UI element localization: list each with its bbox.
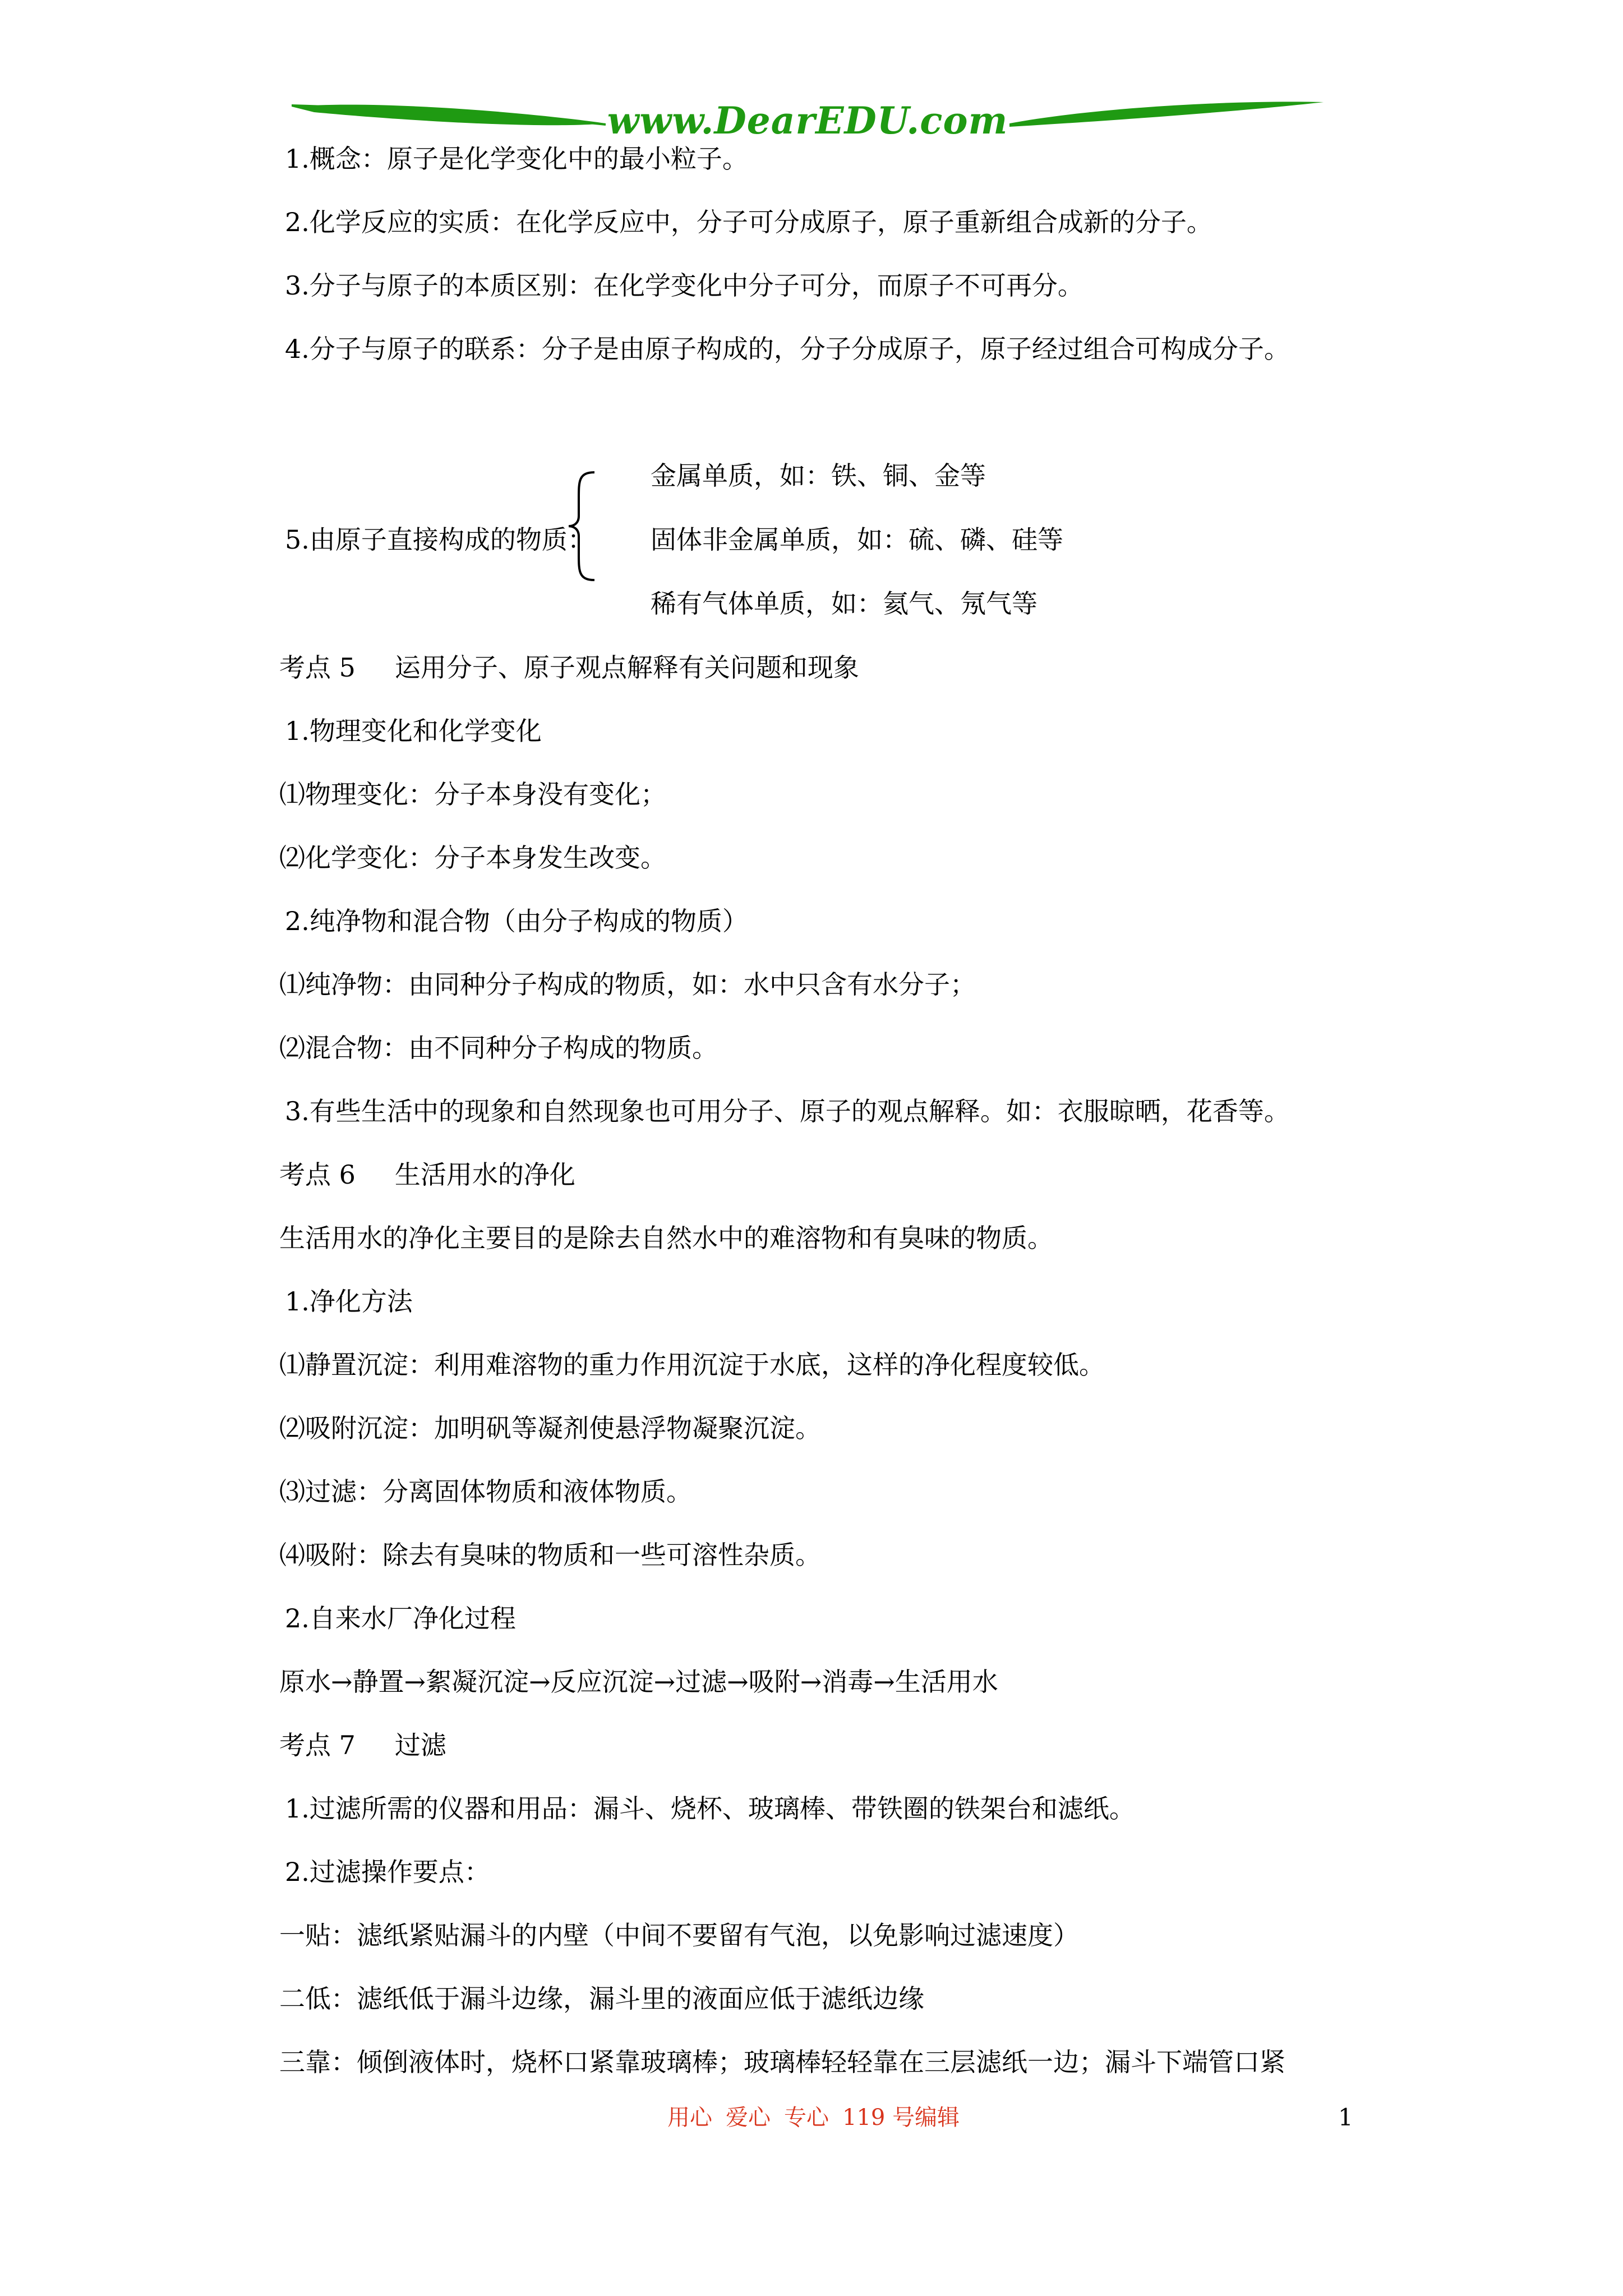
footer-part: 爱心 <box>726 2105 771 2131</box>
text-line: ⑵吸附沉淀：加明矾等凝剂使悬浮物凝聚沉淀。 <box>279 1413 821 1443</box>
brace-label: 5.由原子直接构成的物质： <box>285 524 593 555</box>
curly-brace-icon <box>566 470 600 582</box>
page-number: 1 <box>1338 2104 1353 2131</box>
section-title: 生活用水的净化 <box>394 1159 575 1190</box>
text-line: ⑵混合物：由不同种分子构成的物质。 <box>279 1033 718 1063</box>
text-line: 2.化学反应的实质：在化学反应中，分子可分成原子，原子重新组合成新的分子。 <box>285 207 1212 237</box>
text-line: ⑴物理变化：分子本身没有变化； <box>279 779 666 809</box>
text-line: ⑴纯净物：由同种分子构成的物质，如：水中只含有水分子； <box>279 969 976 1000</box>
text-line: 2.纯净物和混合物（由分子构成的物质） <box>285 906 748 936</box>
section-title: 运用分子、原子观点解释有关问题和现象 <box>394 652 859 683</box>
text-line: ⑷吸附：除去有臭味的物质和一些可溶性杂质。 <box>279 1540 821 1570</box>
text-line: 4.分子与原子的联系：分子是由原子构成的，分子分成原子，原子经过组合可构成分子。 <box>285 334 1290 364</box>
footer-text <box>667 2104 973 2132</box>
footer-part: 119 号编辑 <box>842 2105 960 2131</box>
text-line: ⑶过滤：分离固体物质和液体物质。 <box>279 1476 692 1507</box>
text-line: 2.自来水厂净化过程 <box>285 1603 516 1634</box>
section-label: 考点 5 <box>279 652 356 683</box>
header-logo <box>292 95 1324 146</box>
section-title: 过滤 <box>394 1730 446 1760</box>
text-line: ⑵化学变化：分子本身发生改变。 <box>279 843 666 873</box>
text-line: 3.分子与原子的本质区别：在化学变化中分子可分，而原子不可再分。 <box>285 270 1083 301</box>
text-line: 1.概念：原子是化学变化中的最小粒子。 <box>285 144 748 174</box>
section-label: 考点 6 <box>279 1159 356 1190</box>
section-heading <box>279 1158 575 1191</box>
brace-item: 固体非金属单质，如：硫、磷、硅等 <box>651 524 1063 555</box>
text-line: 1.净化方法 <box>285 1286 413 1317</box>
brace-item: 金属单质，如：铁、铜、金等 <box>651 461 986 491</box>
text-line: 1.物理变化和化学变化 <box>285 716 542 746</box>
logo-text: www.DearEDU.com <box>607 99 1008 142</box>
text-line: 3.有些生活中的现象和自然现象也可用分子、原子的观点解释。如：衣服晾晒，花香等。 <box>285 1096 1290 1126</box>
text-line: 2.过滤操作要点： <box>285 1857 490 1887</box>
section-label: 考点 7 <box>279 1730 356 1760</box>
text-line: 三靠：倾倒液体时，烧杯口紧靠玻璃棒；玻璃棒轻轻靠在三层滤纸一边；漏斗下端管口紧 <box>279 2047 1285 2077</box>
text-line: 原水→静置→絮凝沉淀→反应沉淀→过滤→吸附→消毒→生活用水 <box>279 1667 998 1697</box>
text-line: ⑴静置沉淀：利用难溶物的重力作用沉淀于水底，这样的净化程度较低。 <box>279 1350 1105 1380</box>
footer-part: 专心 <box>784 2105 829 2131</box>
text-line: 二低：滤纸低于漏斗边缘，漏斗里的液面应低于滤纸边缘 <box>279 1984 924 2014</box>
section-heading <box>279 1728 446 1762</box>
brace-item: 稀有气体单质，如：氦气、氖气等 <box>651 588 1038 619</box>
text-line: 生活用水的净化主要目的是除去自然水中的难溶物和有臭味的物质。 <box>279 1223 1053 1253</box>
text-line: 1.过滤所需的仪器和用品：漏斗、烧杯、玻璃棒、带铁圈的铁架台和滤纸。 <box>285 1793 1135 1824</box>
text-line: 一贴：滤纸紧贴漏斗的内壁（中间不要留有气泡，以免影响过滤速度） <box>279 1920 1079 1950</box>
footer-part: 用心 <box>667 2105 712 2131</box>
section-heading <box>279 651 859 684</box>
